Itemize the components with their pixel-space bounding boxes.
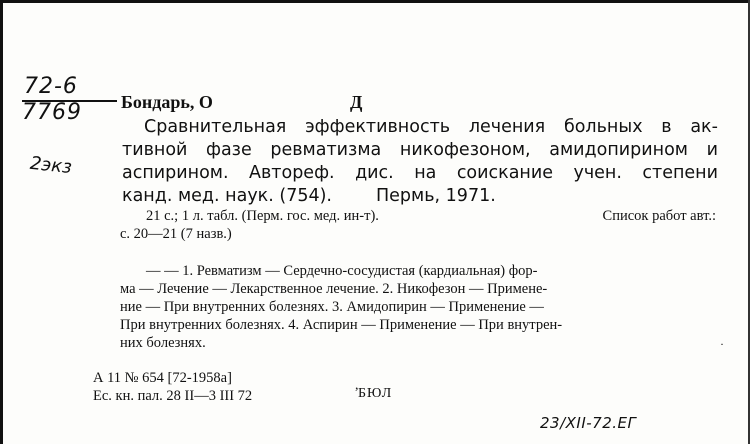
- title-word: ак-: [690, 117, 718, 137]
- title-line: [122, 185, 718, 208]
- pagination-text: 21 с.; 1 л. табл. (Перм. гос. мед. ин-т).: [146, 208, 379, 224]
- title-word: степени: [642, 163, 718, 183]
- pagination-block: [120, 207, 716, 243]
- margin-dot: ·: [720, 337, 724, 351]
- bibliography-note: Список работ авт.:: [602, 208, 716, 224]
- title-line: [122, 162, 718, 185]
- title-word: на: [414, 163, 437, 183]
- title-word: амидопирином: [549, 140, 688, 160]
- bulletin-stamp: БЮЛ: [358, 386, 393, 401]
- subject-line: [120, 262, 716, 280]
- call-number-top: 72-6: [24, 74, 78, 99]
- subject-line: [120, 316, 716, 334]
- subject-line: [120, 334, 716, 352]
- title-word: тивной: [122, 140, 188, 160]
- title-word: больных: [563, 117, 643, 137]
- subject-text: При внутренних болезнях. 4. Аспирин — Применение — При внутрен-: [120, 317, 563, 333]
- title-word: никофезоном,: [399, 140, 531, 160]
- title-line: [122, 116, 718, 139]
- title-word: эффективность: [305, 117, 451, 137]
- card-top-edge: [0, 0, 750, 3]
- bibliography-pages: с. 20—21 (7 назв.): [120, 226, 232, 242]
- handwritten-date: 23/XII-72.ЕГ: [540, 414, 637, 432]
- subject-text: — — 1. Ревматизм — Сердечно-сосудистая (кардиальная) фор-: [146, 263, 538, 279]
- degree-and-number: канд. мед. наук. (754).: [122, 186, 332, 206]
- title-word: дис.: [355, 163, 394, 183]
- subject-text: ма — Лечение — Лекарственное лечение. 2. Никофезон — Примене-: [120, 281, 548, 297]
- pagination-line: [120, 207, 716, 225]
- title-word: аспирином.: [122, 163, 229, 183]
- title-word: Сравнительная: [144, 117, 287, 137]
- subject-text: них болезнях.: [120, 335, 206, 351]
- book-chamber-line: Ес. кн. пал. 28 II—3 III 72: [93, 388, 253, 404]
- title-word: Автореф.: [249, 163, 335, 183]
- title-word: и: [706, 140, 718, 160]
- title-word: фазе: [206, 140, 252, 160]
- author-heading: Бондарь, О: [121, 92, 213, 112]
- title-word: лечения: [468, 117, 546, 137]
- pagination-line: [120, 225, 716, 243]
- letter-mark: Д: [350, 92, 363, 112]
- handwritten-copies-note: 2экз: [29, 152, 73, 179]
- subject-line: [120, 298, 716, 316]
- card-left-edge: [0, 0, 3, 444]
- stamp-dot: ,: [355, 378, 359, 393]
- title-line: [122, 139, 718, 162]
- title-word: соискание: [456, 163, 554, 183]
- call-number-bottom: 7769: [22, 100, 82, 125]
- title-word: в: [661, 117, 672, 137]
- spacer: [332, 185, 376, 208]
- title-word: учен.: [573, 163, 622, 183]
- subject-line: [120, 280, 716, 298]
- subject-headings: [120, 262, 716, 352]
- place-and-year: Пермь, 1971.: [376, 186, 496, 206]
- registration-number: А 11 № 654 [72-1958а]: [93, 370, 232, 386]
- subject-text: ние — При внутренних болезнях. 3. Амидопирин — Применение —: [120, 299, 544, 315]
- title-word: ревматизма: [270, 140, 382, 160]
- title-block: [122, 116, 718, 208]
